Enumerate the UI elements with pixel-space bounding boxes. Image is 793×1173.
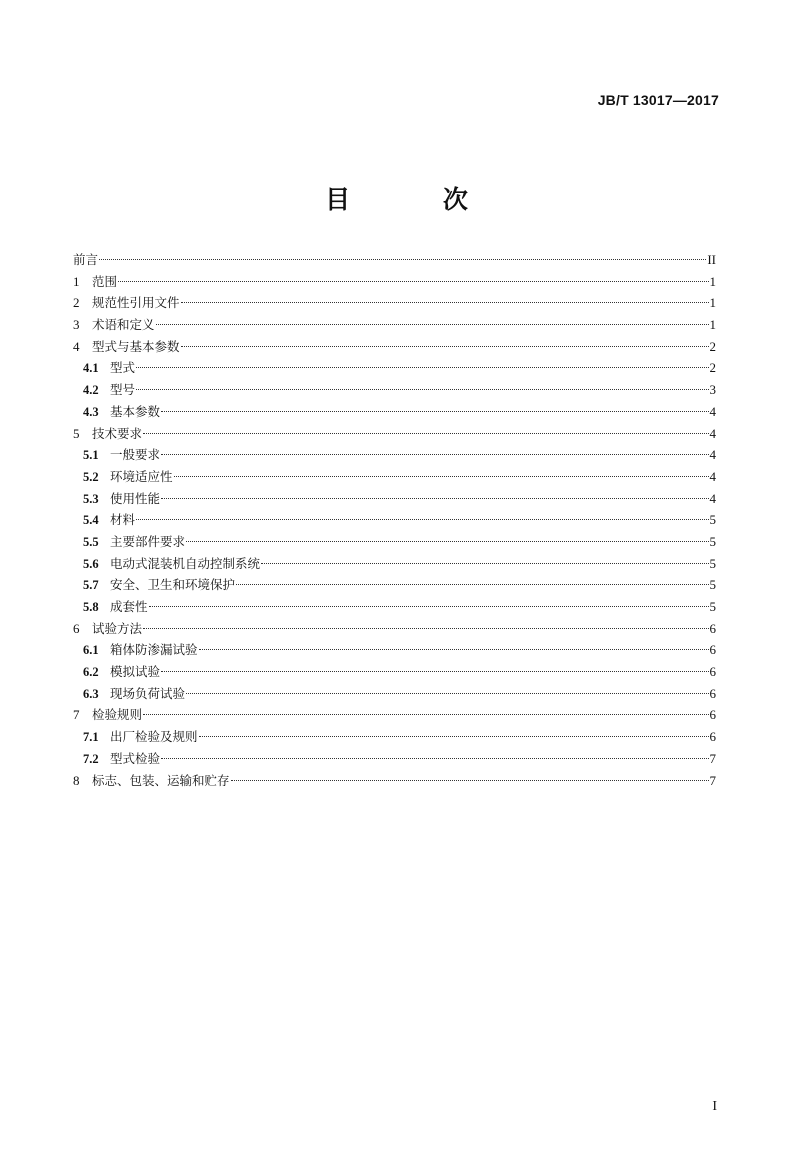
toc-entry[interactable] xyxy=(73,488,716,510)
toc-entry-page: 7 xyxy=(709,750,716,766)
toc-entry-page: 1 xyxy=(709,273,716,289)
toc-entry[interactable] xyxy=(73,618,716,640)
toc-entry-label: 基本参数 xyxy=(110,403,161,419)
toc-leader-dots xyxy=(236,584,708,585)
toc-leader-dots xyxy=(261,563,708,564)
toc-entry[interactable] xyxy=(73,466,716,488)
toc-entry-number: 4.2 xyxy=(83,383,99,398)
toc-entry[interactable] xyxy=(73,444,716,466)
toc-leader-dots xyxy=(161,671,708,672)
toc-entry-label: 使用性能 xyxy=(110,490,161,506)
toc-entry-page: 6 xyxy=(709,664,716,680)
toc-entry-label: 型式与基本参数 xyxy=(92,338,180,354)
toc-entry-page: 6 xyxy=(709,642,716,658)
toc-leader-dots xyxy=(186,693,708,694)
toc-entry-page: 5 xyxy=(709,533,716,549)
toc-entry[interactable] xyxy=(73,271,716,293)
toc-entry[interactable] xyxy=(73,770,716,792)
toc-entry-number: 8 xyxy=(73,772,80,788)
toc-entry-page: 7 xyxy=(709,772,716,788)
toc-entry[interactable] xyxy=(73,336,716,358)
toc-entry-number: 1 xyxy=(73,273,80,289)
toc-entry[interactable] xyxy=(73,596,716,618)
page-number: I xyxy=(712,1099,717,1114)
toc-entry-number: 4 xyxy=(73,338,80,354)
toc-entry[interactable] xyxy=(73,704,716,726)
toc-entry-number: 6 xyxy=(73,620,80,636)
toc-entry-label: 安全、卫生和环境保护 xyxy=(110,577,236,593)
toc-entry-label: 型式检验 xyxy=(110,750,161,766)
toc-entry[interactable] xyxy=(73,314,716,336)
toc-entry-number: 5.5 xyxy=(83,534,99,549)
toc-entry-page: 6 xyxy=(709,620,716,636)
toc-entry-label: 一般要求 xyxy=(110,447,161,463)
toc-entry-number: 5.1 xyxy=(83,448,99,463)
toc-entry[interactable] xyxy=(73,379,716,401)
toc-entry-label: 试验方法 xyxy=(92,620,143,636)
toc-entry-page: 5 xyxy=(709,577,716,593)
toc-leader-dots xyxy=(136,519,708,520)
toc-entry-label: 规范性引用文件 xyxy=(92,295,180,311)
toc-leader-dots xyxy=(136,367,708,368)
document-code: JB/T 13017—2017 xyxy=(597,92,719,108)
toc-leader-dots xyxy=(143,628,708,629)
toc-entry-page: 6 xyxy=(709,707,716,723)
toc-entry-page: 3 xyxy=(709,382,716,398)
toc-entry-number: 6.2 xyxy=(83,665,99,680)
toc-entry-label: 标志、包装、运输和贮存 xyxy=(92,772,230,788)
toc-entry-page: 4 xyxy=(709,490,716,506)
toc-entry-label: 环境适应性 xyxy=(110,468,173,484)
toc-entry-page: 2 xyxy=(709,360,716,376)
toc-entry[interactable] xyxy=(73,509,716,531)
toc-entry[interactable] xyxy=(73,249,716,271)
toc-leader-dots xyxy=(161,758,708,759)
toc-entry-label: 模拟试验 xyxy=(110,664,161,680)
toc-entry-page: 5 xyxy=(709,512,716,528)
toc-entry-number: 5.6 xyxy=(83,556,99,571)
toc-entry-number: 6.3 xyxy=(83,686,99,701)
table-of-contents xyxy=(73,249,716,791)
toc-entry-number: 7 xyxy=(73,707,80,723)
toc-entry-label: 成套性 xyxy=(110,599,148,614)
toc-entry[interactable] xyxy=(73,531,716,553)
toc-entry[interactable] xyxy=(73,401,716,423)
toc-entry[interactable] xyxy=(73,748,716,770)
toc-entry-number: 4.3 xyxy=(83,404,99,419)
toc-entry-page: 4 xyxy=(709,425,716,441)
toc-entry[interactable] xyxy=(73,357,716,379)
toc-leader-dots xyxy=(99,259,706,260)
toc-entry-page: 6 xyxy=(709,685,716,701)
toc-entry-label: 型式 xyxy=(110,360,136,376)
toc-entry-label: 检验规则 xyxy=(92,707,143,723)
toc-entry-number: 4.1 xyxy=(83,361,99,376)
toc-entry-number: 5.3 xyxy=(83,491,99,506)
toc-leader-dots xyxy=(199,649,709,650)
toc-entry[interactable] xyxy=(73,423,716,445)
toc-entry-label: 前言 xyxy=(73,252,99,267)
toc-entry-label: 术语和定义 xyxy=(92,317,155,333)
toc-entry-page: 2 xyxy=(709,338,716,354)
toc-entry[interactable] xyxy=(73,661,716,683)
toc-entry-number: 5 xyxy=(73,425,80,441)
toc-entry-number: 5.8 xyxy=(83,600,99,614)
toc-entry-label: 材料 xyxy=(110,512,136,528)
toc-entry-page: 6 xyxy=(709,729,716,745)
toc-entry-label: 出厂检验及规则 xyxy=(110,729,198,745)
toc-entry[interactable] xyxy=(73,553,716,575)
toc-leader-dots xyxy=(136,389,708,390)
toc-leader-dots xyxy=(161,411,708,412)
toc-leader-dots xyxy=(118,281,708,282)
toc-entry-label: 技术要求 xyxy=(92,425,143,441)
toc-entry[interactable] xyxy=(73,639,716,661)
toc-entry-number: 7.1 xyxy=(83,730,99,745)
toc-entry-number: 2 xyxy=(73,295,80,311)
toc-entry-number: 6.1 xyxy=(83,643,99,658)
toc-entry-page: 5 xyxy=(709,599,716,614)
toc-entry-page: 1 xyxy=(709,295,716,311)
toc-entry-page: 4 xyxy=(709,447,716,463)
toc-entry-page: 4 xyxy=(709,403,716,419)
toc-entry-number: 5.2 xyxy=(83,469,99,484)
toc-leader-dots xyxy=(181,302,709,303)
toc-entry[interactable] xyxy=(73,683,716,705)
toc-leader-dots xyxy=(186,541,708,542)
toc-leader-dots xyxy=(181,346,709,347)
toc-entry-number: 5.4 xyxy=(83,513,99,528)
toc-entry-number: 3 xyxy=(73,317,80,333)
toc-leader-dots xyxy=(231,780,709,781)
toc-leader-dots xyxy=(161,498,708,499)
toc-leader-dots xyxy=(174,476,709,477)
page-title: 目 次 xyxy=(325,185,510,214)
toc-entry-number: 5.7 xyxy=(83,578,99,593)
toc-leader-dots xyxy=(143,433,708,434)
toc-entry-page: 5 xyxy=(709,555,716,571)
toc-entry-label: 电动式混装机自动控制系统 xyxy=(110,555,261,571)
toc-entry-page: II xyxy=(707,252,716,267)
toc-entry-page: 1 xyxy=(709,317,716,333)
toc-entry-page: 4 xyxy=(709,468,716,484)
toc-entry-label: 范围 xyxy=(92,273,118,289)
toc-entry-label: 箱体防渗漏试验 xyxy=(110,642,198,658)
toc-leader-dots xyxy=(161,454,708,455)
toc-leader-dots xyxy=(156,324,709,325)
toc-entry-label: 主要部件要求 xyxy=(110,533,186,549)
toc-entry-label: 型号 xyxy=(110,382,136,398)
toc-entry-label: 现场负荷试验 xyxy=(110,685,186,701)
toc-leader-dots xyxy=(199,736,709,737)
toc-entry[interactable] xyxy=(73,726,716,748)
toc-leader-dots xyxy=(143,714,708,715)
toc-entry[interactable] xyxy=(73,574,716,596)
toc-entry-number: 7.2 xyxy=(83,751,99,766)
toc-entry[interactable] xyxy=(73,292,716,314)
toc-leader-dots xyxy=(149,606,709,607)
